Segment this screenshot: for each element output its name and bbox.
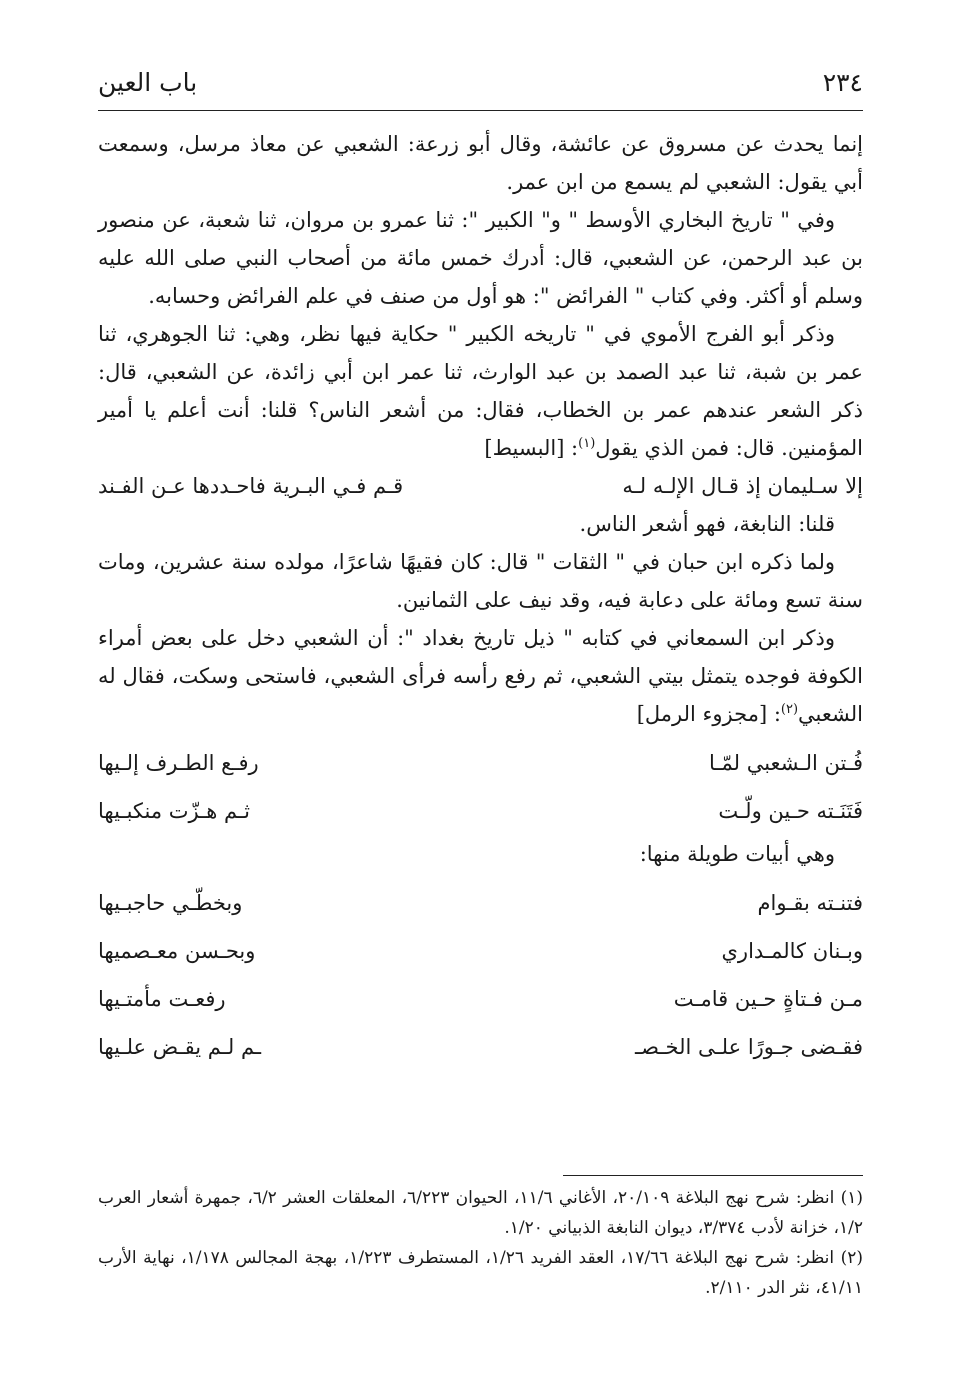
paragraph: ولما ذكره ابن حبان في " الثقات " قال: كان فقيهًا شاعرًا، مولده سنة عشرين، ومات سنة تسع ومائة على دعابة فيه، وقد نيف على الثمانين.: [98, 550, 863, 612]
poem-block: [98, 739, 863, 835]
paragraph-text: وذكر أبو الفرج الأموي في " تاريخه الكبير " حكاية فيها نظر، وهي: ثنا الجوهري، ثنا عمر بن شبة، ثنا عبد الصمد بن عبد الوارث، ثنا عمر ابن أبي زائدة، عن الشعبي، قال: ذكر الشعر عندهم عمر بن الخطاب، فقال: من أشعر الناس؟ قلنا: أنت أعلم يا أمير المؤمنين. قال: فمن الذي يقول: [98, 322, 863, 460]
main-text: [98, 125, 863, 1071]
verse-line: [98, 927, 863, 975]
paragraph: إنما يحدث عن مسروق عن عائشة، وقال أبو زرعة: الشعبي عن معاذ مرسل، وسمعت أبي يقول: الشعبي لم يسمع من ابن عمر.: [98, 132, 863, 194]
paragraph-text: وذكر ابن السمعاني في كتابه " ذيل تاريخ بغداد ": أن الشعبي دخل على بعض أمراء الكوفة فوجده يتمثل بيتي الشعبي، ثم رفع رأسه فرأى الشعبي، فاستحى وسكت، فقال له الشعبي: [98, 626, 863, 726]
verse-first-hemistich: فُـتن الـشعبي لمّـا: [708, 751, 863, 775]
footnote-marker: (١): [578, 436, 596, 451]
verse-second-hemistich: ـم لـم يقـض علـيها: [98, 1035, 262, 1059]
verse-second-hemistich: ثـم هـزّت منكبـيها: [98, 799, 250, 823]
verse-first-hemistich: وبـنان كالمـداري: [721, 939, 863, 963]
verse-first-hemistich: فقـضى جـورًا علـى الخـصـ: [635, 1035, 863, 1059]
page-header: [98, 60, 863, 111]
page-number: ٢٣٤: [822, 68, 863, 97]
verse-first-hemistich: مـن فـتاةٍ حـين قامـت: [673, 987, 863, 1011]
verse-line: [98, 879, 863, 927]
footnotes: [98, 1183, 863, 1303]
paragraph: [98, 619, 863, 733]
footnote-marker: (٢): [780, 702, 799, 717]
verse-line: [98, 1023, 863, 1071]
paragraph: [98, 315, 863, 467]
verse-line: [98, 739, 863, 787]
verse-line: [98, 787, 863, 835]
verse-second-hemistich: قـم فـي البـرية فاحـددها عـن الفـند: [98, 474, 404, 498]
footnote-separator: [563, 1175, 863, 1176]
verse-line: [98, 975, 863, 1023]
verse-first-hemistich: فَتَنَـته حـين ولّـت: [718, 799, 863, 823]
paragraph: وفي " تاريخ البخاري الأوسط " و" الكبير ": ثنا عمرو بن مروان، ثنا شعبة، عن منصور بن عبد الرحمن، عن الشعبي، قال: أدرك خمس مائة من أصحاب النبي صلى الله عليه وسلم أو أكثر. وفي كتاب " الفرائض ": هو أول من صنف في علم الفرائض وحسابه.: [98, 208, 863, 308]
running-title: باب العين: [98, 68, 198, 97]
paragraph: قلنا: النابغة، فهو أشعر الناس.: [579, 512, 835, 536]
verse-first-hemistich: إلا سـليمان إذ قـال الإلـه لـه: [622, 474, 863, 498]
paragraph: وهي أبيات طويلة منها:: [639, 842, 835, 866]
meter-label: : [مجزوء الرمل]: [636, 702, 781, 726]
meter-label: : [البسيط]: [484, 436, 579, 460]
verse-line: [98, 467, 863, 505]
verse-first-hemistich: فتنـته بقـوام: [757, 891, 863, 915]
verse-second-hemistich: وبخطّـي حاجبـيها: [98, 891, 243, 915]
verse-second-hemistich: وبحـسن معـصميها: [98, 939, 256, 963]
poem-block: [98, 879, 863, 1071]
verse-second-hemistich: رفعـت مأمتـيها: [98, 987, 226, 1011]
footnote: (١) انظر: شرح نهج البلاغة ٢٠/١٠٩، الأغاني ١١/٦، الحيوان ٦/٢٢٣، المعلقات العشر ٦/٢، جمهرة أشعار العرب ١/٢، خزانة لأدب ٣/٣٧٤، ديوان النابغة الذبياني ١/٢٠.: [98, 1188, 864, 1238]
verse-second-hemistich: رفـع الطـرف إلـيها: [98, 751, 259, 775]
footnote: (٢) انظر: شرح نهج البلاغة ١٧/٦٦، العقد الفريد ١/٢٦، المستطرف ١/٢٢٣، بهجة المجالس ١/١٧٨، نهاية الأرب ٤١/١١، نثر الدر ٢/١١٠.: [98, 1248, 863, 1298]
